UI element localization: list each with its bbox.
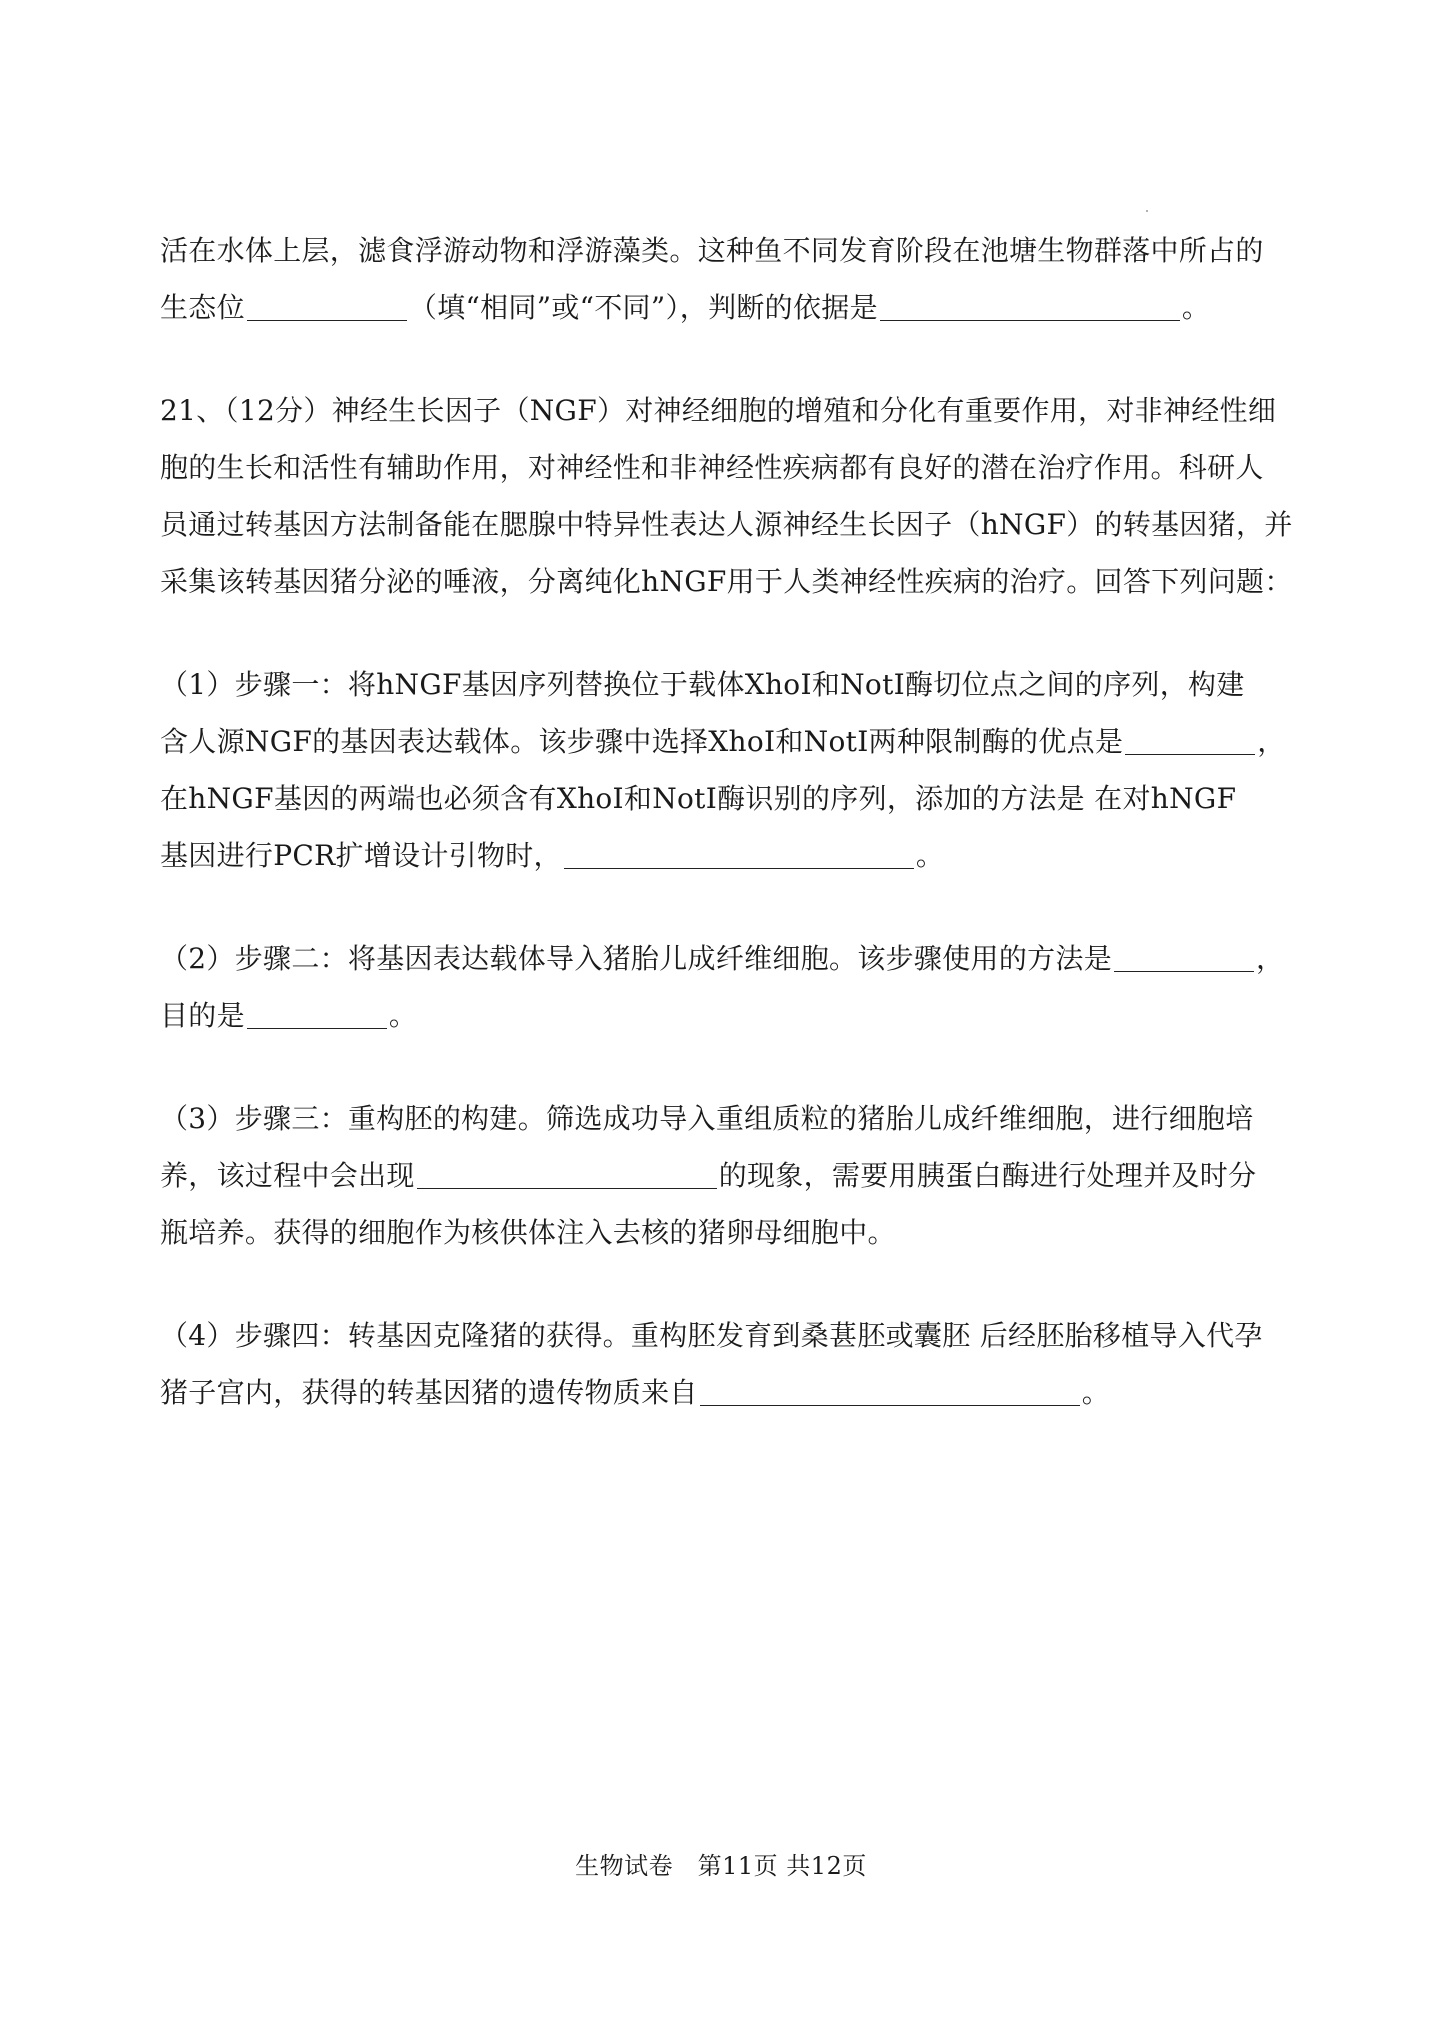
answer-blank[interactable]	[247, 290, 407, 321]
text-line: 瓶培养。获得的细胞作为核供体注入去核的猪卵母细胞中。	[160, 1216, 896, 1249]
text-line: 含人源NGF的基因表达载体。该步骤中选择XhoⅠ和NotⅠ两种限制酶的优点是 ，	[160, 725, 1286, 758]
page-content	[160, 222, 1293, 1421]
answer-blank[interactable]	[1114, 941, 1254, 972]
text-line: 养，该过程中会出现 的现象，需要用胰蛋白酶进行处理并及时分	[160, 1159, 1257, 1192]
answer-blank[interactable]	[417, 1158, 717, 1189]
text-line: 胞的生长和活性有辅助作用，对神经性和非神经性疾病都有良好的潜在治疗作用。科研人	[160, 451, 1264, 484]
text-line: （2）步骤二：将基因表达载体导入猪胎儿成纤维细胞。该步骤使用的方法是 ，	[160, 942, 1285, 975]
text-line: （1）步骤一：将hNGF基因序列替换位于载体XhoⅠ和NotⅠ酶切位点之间的序列，构建	[160, 668, 1245, 701]
text-line: 21、（12分）神经生长因子（NGF）对神经细胞的增殖和分化有重要作用，对非神经性细	[160, 394, 1277, 427]
sub-question-1	[160, 656, 1290, 884]
answer-blank[interactable]	[564, 838, 914, 869]
text-line: 活在水体上层，滤食浮游动物和浮游藻类。这种鱼不同发育阶段在池塘生物群落中所占的	[160, 234, 1264, 267]
text-line: 在hNGF基因的两端也必须含有XhoⅠ和NotⅠ酶识别的序列，添加的方法是 在对hNGF	[160, 782, 1237, 815]
answer-blank[interactable]	[247, 998, 387, 1029]
text-line: （4）步骤四：转基因克隆猪的获得。重构胚发育到桑葚胚或囊胚 后经胚胎移植导入代孕	[160, 1319, 1263, 1352]
text-line: （3）步骤三：重构胚的构建。筛选成功导入重组质粒的猪胎儿成纤维细胞，进行细胞培	[160, 1102, 1254, 1135]
sub-question-2	[160, 930, 1290, 1044]
answer-blank[interactable]	[880, 290, 1180, 321]
text-line: 生态位 （填“相同”或“不同”），判断的依据是 。	[160, 291, 1211, 324]
text-line: 目的是 。	[160, 999, 418, 1032]
scan-speck	[1146, 210, 1148, 212]
answer-blank[interactable]	[700, 1375, 1080, 1406]
page-footer: 生物试卷 第11页 共12页	[575, 1852, 867, 1880]
text-line: 采集该转基因猪分泌的唾液，分离纯化hNGF用于人类神经性疾病的治疗。回答下列问题：	[160, 565, 1293, 598]
sub-question-4	[160, 1307, 1290, 1421]
answer-blank[interactable]	[1125, 724, 1255, 755]
sub-question-3	[160, 1090, 1290, 1261]
paragraph-continued	[160, 222, 1290, 336]
question-21	[160, 382, 1293, 610]
text-line: 员通过转基因方法制备能在腮腺中特异性表达人源神经生长因子（hNGF）的转基因猪，并	[160, 508, 1293, 541]
text-line: 基因进行PCR扩增设计引物时， 。	[160, 839, 945, 872]
text-line: 猪子宫内，获得的转基因猪的遗传物质来自 。	[160, 1376, 1111, 1409]
